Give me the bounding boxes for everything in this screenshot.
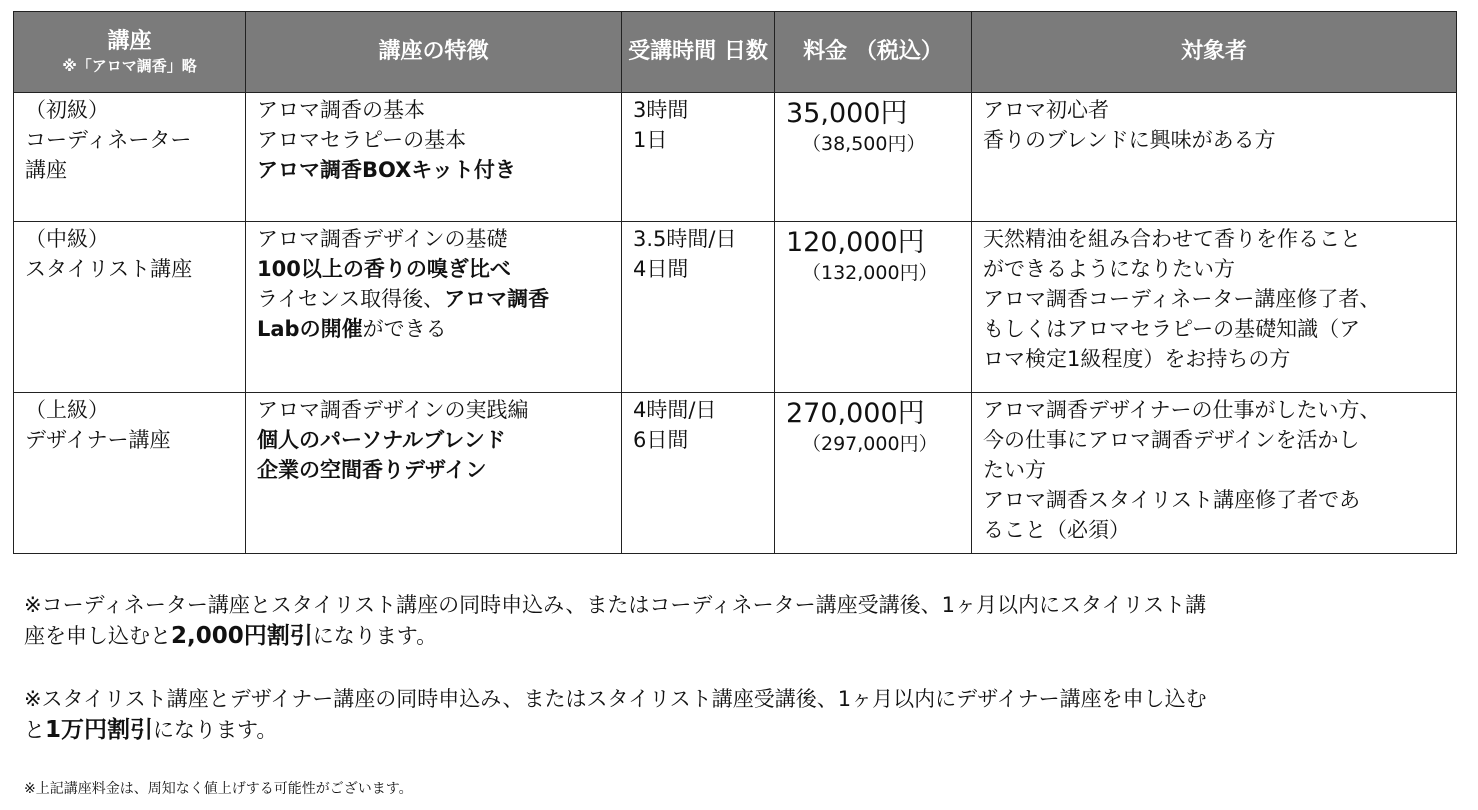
discount-note-coordinator-stylist: ※コーディネーター講座とスタイリスト講座の同時申込み、またはコーディネーター講座受講後、1ヶ月以内にスタイリスト講 座を申し込むと2,000円割引になります。 xyxy=(24,593,1207,649)
header-fee: 料金 （税込） xyxy=(775,12,972,93)
header-course-note: ※「アロマ調香」略 xyxy=(62,57,197,75)
price-value: 270,000円 xyxy=(786,398,925,429)
course-name-cell: （中級） スタイリスト講座 xyxy=(14,222,246,393)
header-course: 講座 ※「アロマ調香」略 xyxy=(14,12,246,93)
hours-cell: 3時間 1日 xyxy=(622,93,775,222)
price-cell xyxy=(775,93,972,222)
table-header-row xyxy=(14,12,1457,93)
header-hours: 受講時間 日数 xyxy=(622,12,775,93)
price-value: 120,000円 xyxy=(786,227,925,258)
price-with-tax: （297,000円） xyxy=(802,433,938,455)
features-cell: アロマ調香の基本 アロマセラピーの基本 アロマ調香BOXキット付き xyxy=(246,93,622,222)
course-name-cell: （初級） コーディネーター 講座 xyxy=(14,93,246,222)
target-cell: アロマ調香デザイナーの仕事がしたい方、 今の仕事にアロマ調香デザインを活かし たい方 アロマ調香スタイリスト講座修了者であ ること（必須） xyxy=(972,393,1457,554)
features-cell: アロマ調香デザインの実践編 個人のパーソナルブレンド 企業の空間香りデザイン xyxy=(246,393,622,554)
target-cell: 天然精油を組み合わせて香りを作ること ができるようになりたい方 アロマ調香コーディネーター講座修了者、 もしくはアロマセラピーの基礎知識（ア ロマ検定1級程度）をお持ちの方 xyxy=(972,222,1457,393)
price-value: 35,000円 xyxy=(786,98,908,129)
price-cell xyxy=(775,222,972,393)
course-table xyxy=(13,11,1457,554)
features-cell: アロマ調香デザインの基礎 100以上の香りの嗅ぎ比べ ライセンス取得後、アロマ調香 Labの開催ができる xyxy=(246,222,622,393)
header-target: 対象者 xyxy=(972,12,1457,93)
price-change-note: ※上記講座料金は、周知なく値上げする可能性がございます。 xyxy=(24,781,413,797)
hours-cell: 4時間/日 6日間 xyxy=(622,393,775,554)
price-cell xyxy=(775,393,972,554)
hours-cell: 3.5時間/日 4日間 xyxy=(622,222,775,393)
table-row-advanced xyxy=(14,393,1457,554)
price-with-tax: （38,500円） xyxy=(802,133,926,155)
header-features: 講座の特徴 xyxy=(246,12,622,93)
target-cell: アロマ初心者 香りのブレンドに興味がある方 xyxy=(972,93,1457,222)
price-with-tax: （132,000円） xyxy=(802,262,938,284)
discount-note-stylist-designer: ※スタイリスト講座とデザイナー講座の同時申込み、またはスタイリスト講座受講後、1ヶ月以内にデザイナー講座を申し込む と1万円割引になります。 xyxy=(24,687,1207,743)
table-row-beginner xyxy=(14,93,1457,222)
course-name-cell: （上級） デザイナー講座 xyxy=(14,393,246,554)
table-row-intermediate xyxy=(14,222,1457,393)
